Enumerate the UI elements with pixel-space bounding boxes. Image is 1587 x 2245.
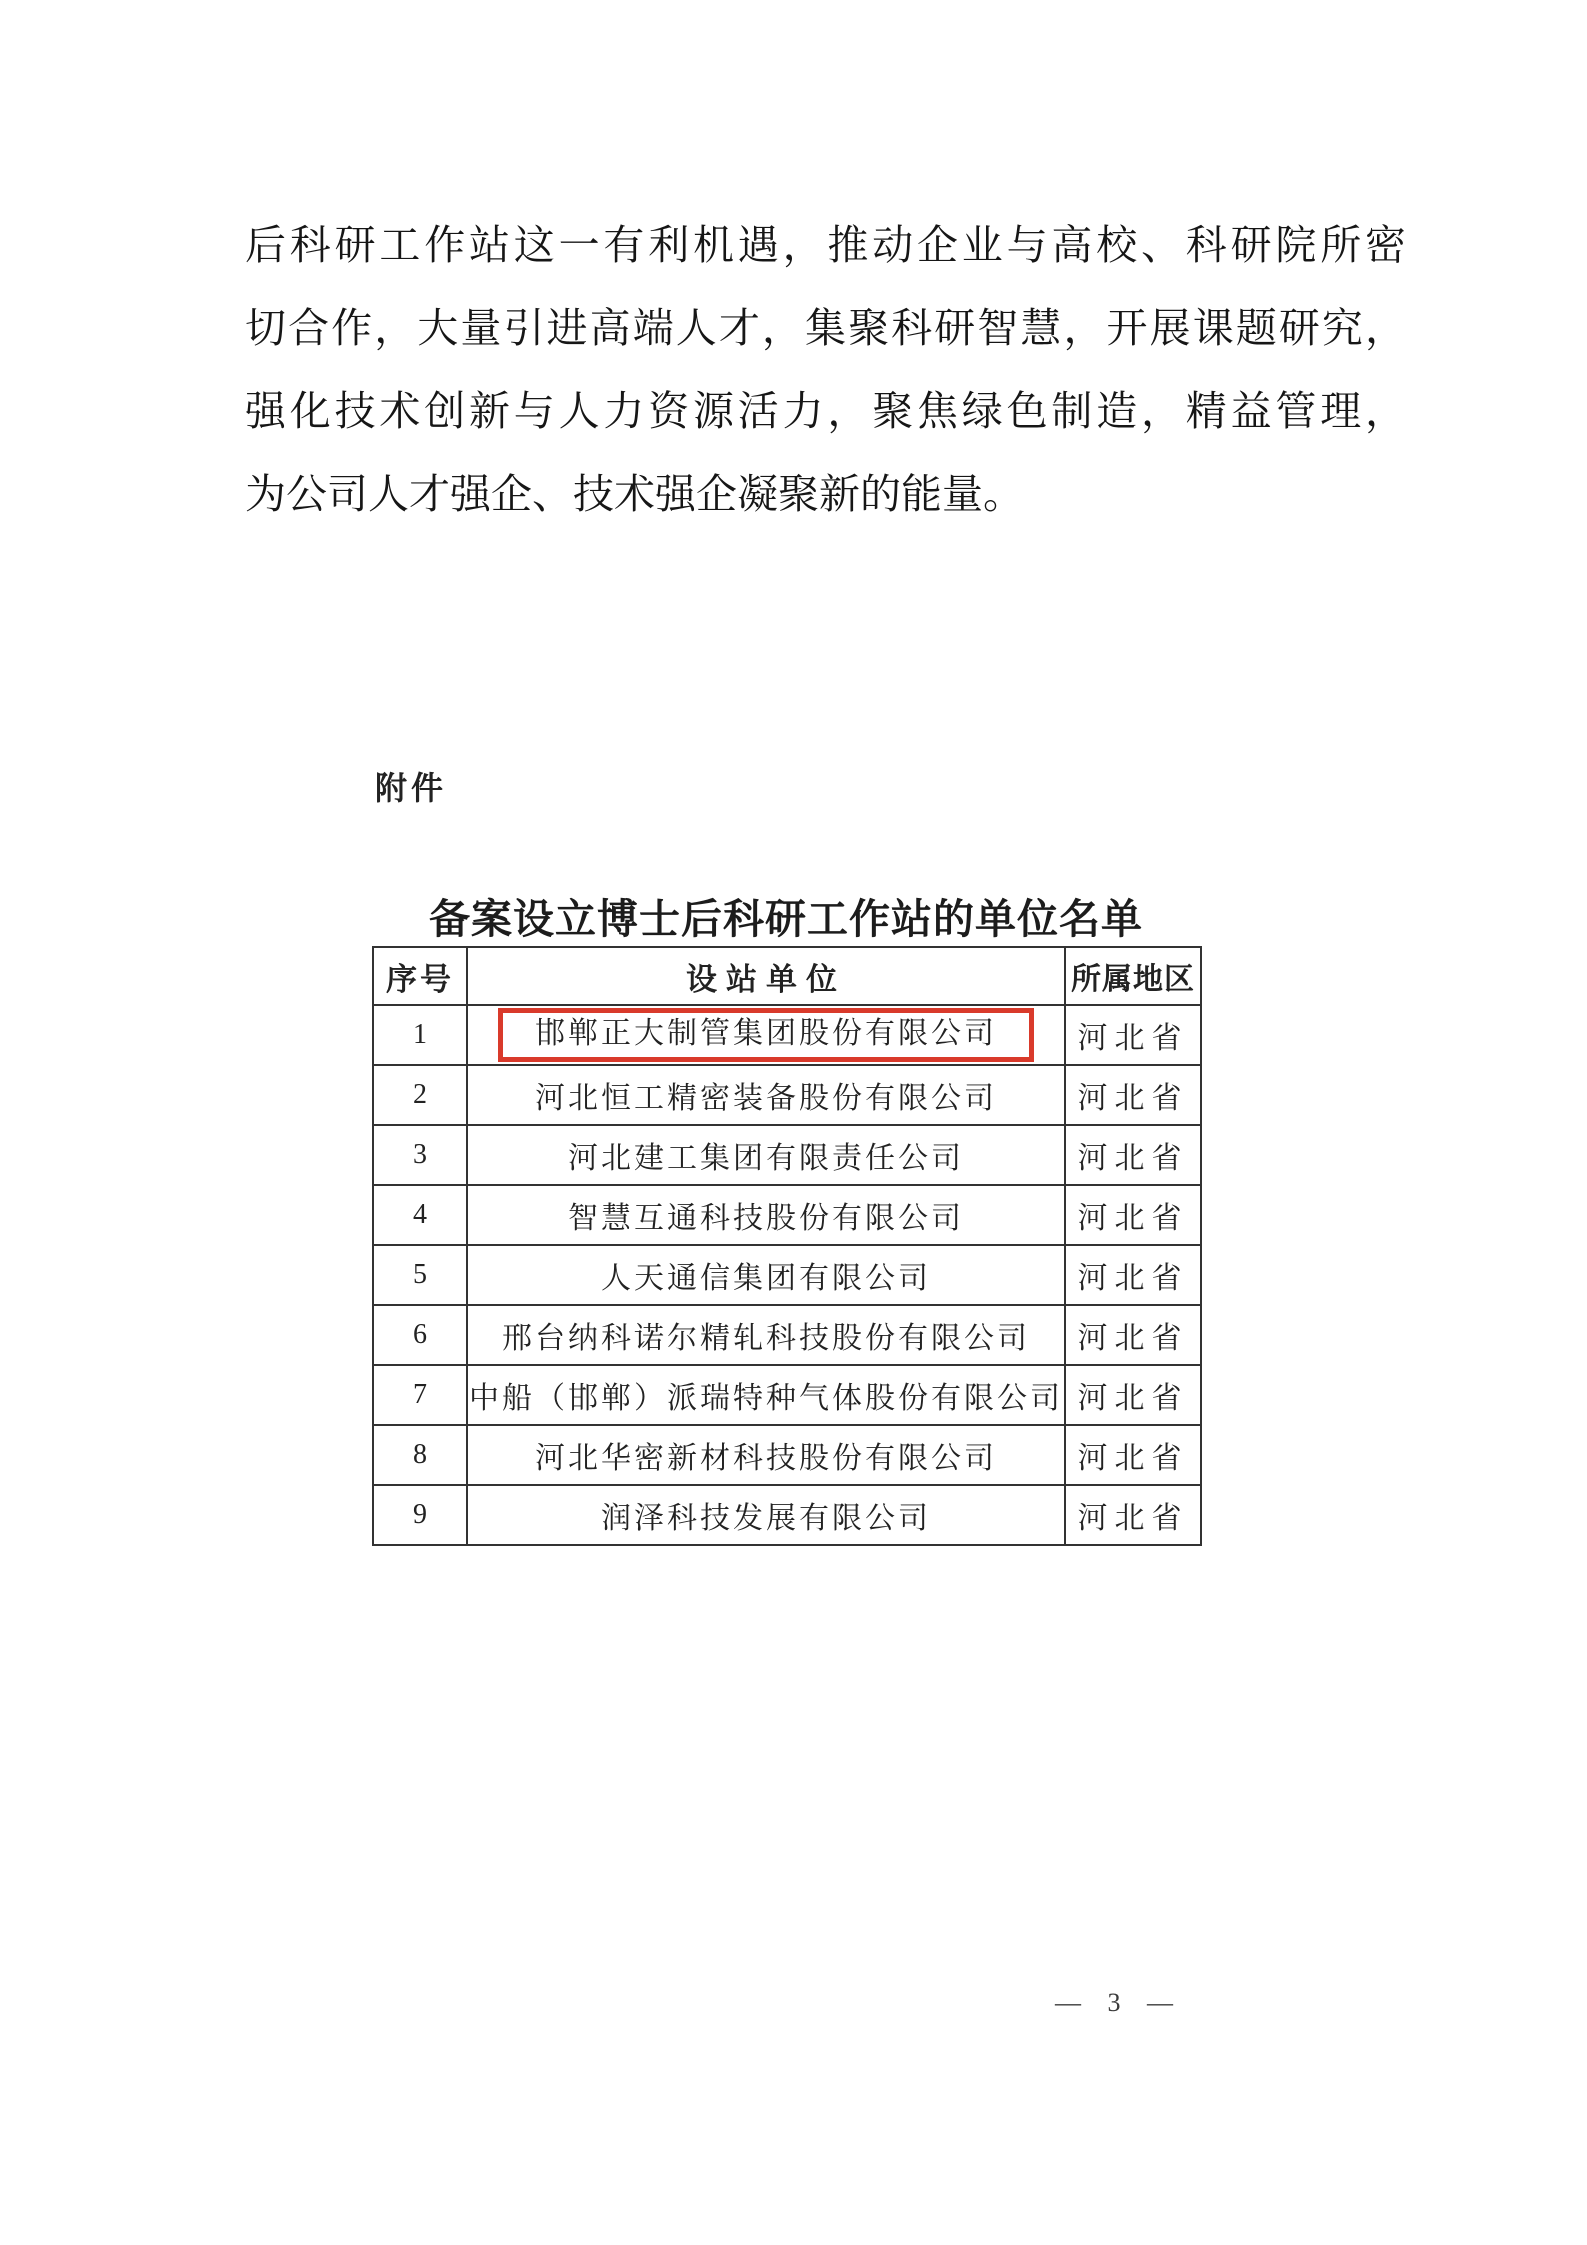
row-number: 1 (373, 1005, 467, 1065)
paragraph-line: 为公司人才强企、技术强企凝聚新的能量。 (245, 471, 1024, 517)
paragraph-line: 后科研工作站这一有利机遇，推动企业与高校、科研院所密 (245, 222, 1406, 268)
table-header-row (373, 947, 1201, 1005)
row-unit (467, 1005, 1065, 1065)
table-row (373, 1245, 1201, 1305)
row-region: 河北省 (1065, 1185, 1201, 1245)
header-unit: 设站单位 (467, 947, 1065, 1005)
row-number: 3 (373, 1125, 467, 1185)
table-row (373, 1425, 1201, 1485)
header-no: 序号 (373, 947, 467, 1005)
table-row (373, 1005, 1201, 1065)
row-region: 河北省 (1065, 1005, 1201, 1065)
row-number: 4 (373, 1185, 467, 1245)
table-row (373, 1365, 1201, 1425)
row-region: 河北省 (1065, 1065, 1201, 1125)
row-region: 河北省 (1065, 1125, 1201, 1185)
row-unit: 邢台纳科诺尔精轧科技股份有限公司 (467, 1305, 1065, 1365)
attachment-label: 附件 (375, 770, 448, 806)
body-paragraph (245, 204, 1406, 536)
row-region: 河北省 (1065, 1425, 1201, 1485)
table-row (373, 1305, 1201, 1365)
row-region: 河北省 (1065, 1485, 1201, 1545)
table-row (373, 1485, 1201, 1545)
row-unit: 河北建工集团有限责任公司 (467, 1125, 1065, 1185)
row-region: 河北省 (1065, 1245, 1201, 1305)
table-row (373, 1125, 1201, 1185)
units-table (372, 946, 1200, 1546)
page-number: — 3 — (1055, 1988, 1173, 2017)
row-unit: 河北恒工精密装备股份有限公司 (467, 1065, 1065, 1125)
table-row (373, 1185, 1201, 1245)
row-number: 7 (373, 1365, 467, 1425)
row-region: 河北省 (1065, 1365, 1201, 1425)
highlight-box (498, 1008, 1034, 1062)
header-region: 所属地区 (1065, 947, 1201, 1005)
paragraph-line: 强化技术创新与人力资源活力，聚焦绿色制造，精益管理， (245, 388, 1406, 434)
row-unit: 智慧互通科技股份有限公司 (467, 1185, 1065, 1245)
row-unit: 人天通信集团有限公司 (467, 1245, 1065, 1305)
row-unit: 润泽科技发展有限公司 (467, 1485, 1065, 1545)
row-number: 2 (373, 1065, 467, 1125)
table-title: 备案设立博士后科研工作站的单位名单 (429, 896, 1143, 942)
row-number: 6 (373, 1305, 467, 1365)
row-number: 8 (373, 1425, 467, 1485)
row-number: 5 (373, 1245, 467, 1305)
table-row (373, 1065, 1201, 1125)
row-unit-text: 邯郸正大制管集团股份有限公司 (535, 1017, 997, 1050)
row-number: 9 (373, 1485, 467, 1545)
row-unit: 河北华密新材科技股份有限公司 (467, 1425, 1065, 1485)
row-region: 河北省 (1065, 1305, 1201, 1365)
row-unit: 中船（邯郸）派瑞特种气体股份有限公司 (467, 1365, 1065, 1425)
paragraph-line: 切合作，大量引进高端人才，集聚科研智慧，开展课题研究， (245, 305, 1406, 351)
